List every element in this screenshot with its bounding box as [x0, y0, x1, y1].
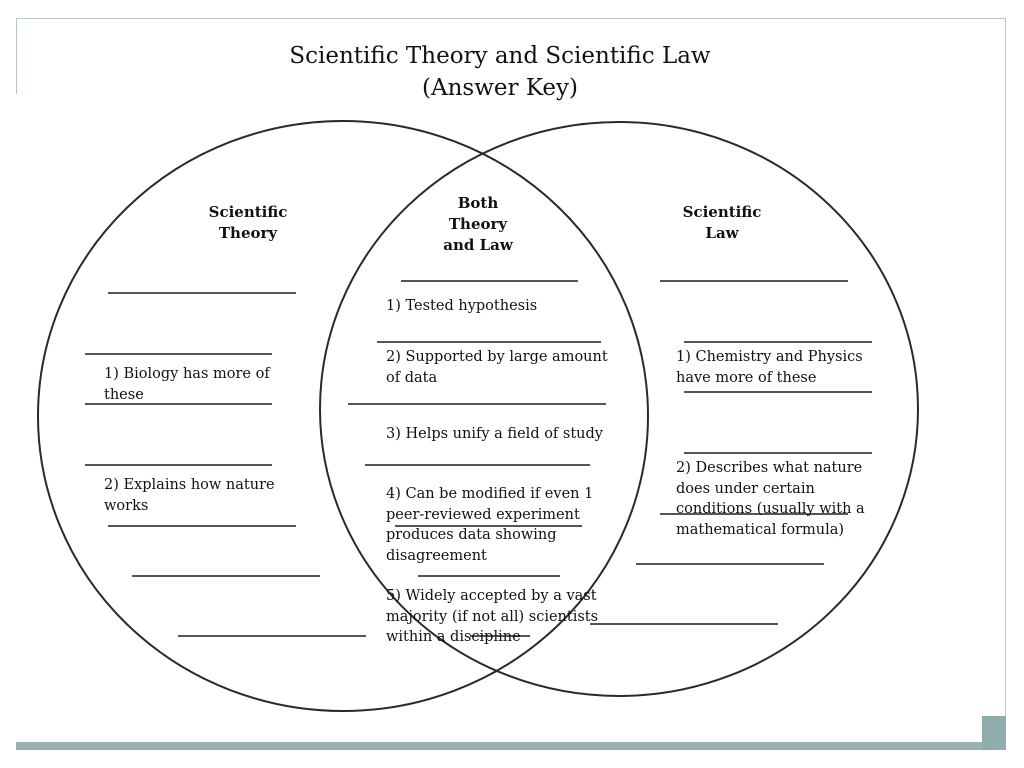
- title-line-2: (Answer Key): [422, 75, 578, 101]
- center-item-2: 2) Supported by large amount of data: [386, 349, 608, 386]
- center-heading-line-3: and Law: [443, 236, 513, 254]
- center-heading: [426, 193, 530, 256]
- left-heading-line-1: Scientific: [208, 203, 288, 221]
- right-item-1: 1) Chemistry and Physics have more of these: [676, 349, 863, 386]
- left-circle-heading: [192, 202, 304, 244]
- center-item-1: 1) Tested hypothesis: [386, 298, 538, 314]
- title-line-1: Scientific Theory and Scientific Law: [289, 43, 711, 69]
- right-item-2: 2) Describes what nature does under certain conditions (usually with a mathematical formula): [676, 460, 865, 538]
- center-item-3: 3) Helps unify a field of study: [386, 426, 603, 442]
- right-circle-heading: [666, 202, 778, 244]
- center-item-4: 4) Can be modified if even 1 peer-reviewed experiment produces data showing disagreement: [386, 486, 594, 564]
- right-heading-line-1: Scientific: [682, 203, 762, 221]
- center-item-5: 5) Widely accepted by a vast majority (if not all) scientists within a discipline: [386, 588, 599, 645]
- left-heading-line-2: Theory: [218, 224, 278, 242]
- left-item-2: 2) Explains how nature works: [104, 477, 275, 514]
- center-heading-line-2: Theory: [448, 215, 508, 233]
- right-heading-line-2: Law: [705, 224, 739, 242]
- center-heading-line-1: Both: [457, 194, 499, 212]
- left-item-1: 1) Biology has more of these: [104, 366, 270, 403]
